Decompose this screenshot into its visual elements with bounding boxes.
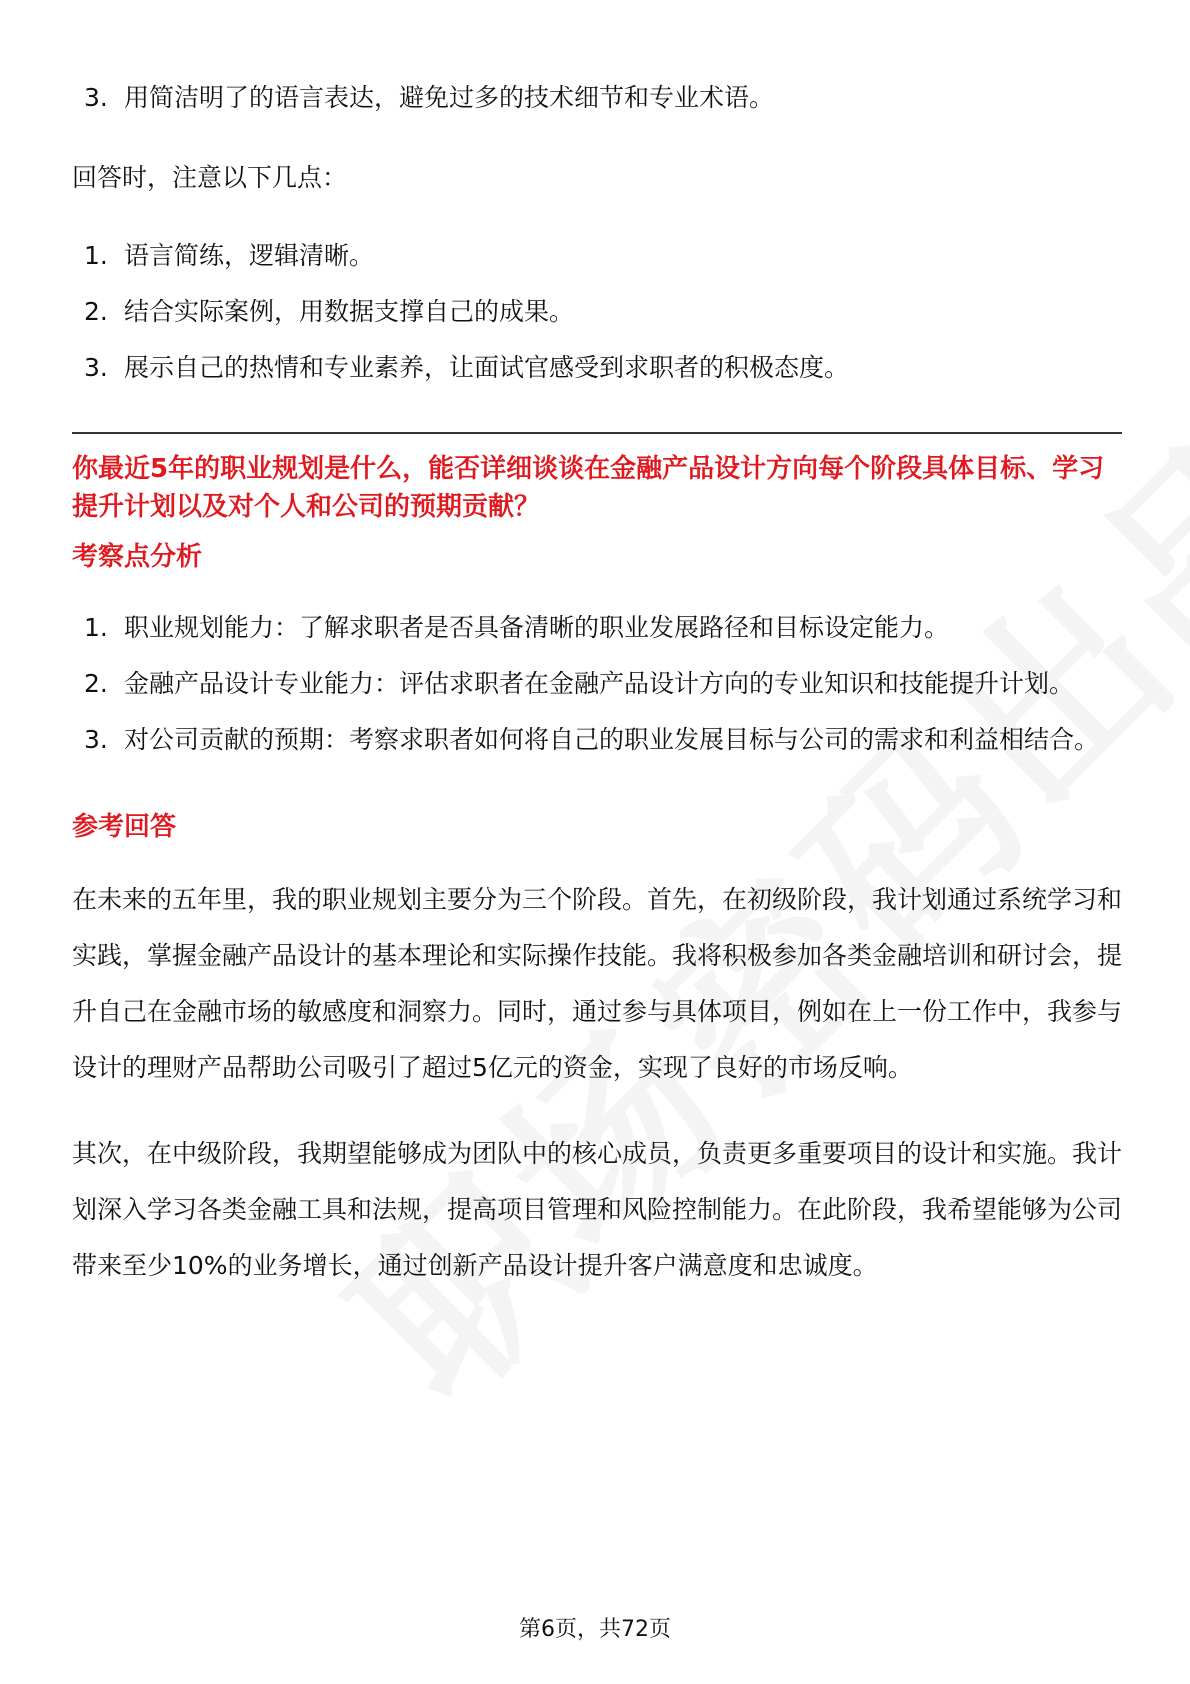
list-item: [72, 712, 1122, 768]
list-item: [72, 600, 1122, 656]
analysis-title: 考察点分析: [72, 542, 203, 572]
list-number: 3.: [84, 83, 108, 112]
list-item: [72, 70, 1122, 126]
list-item: [72, 228, 1122, 284]
list-number: 3.: [84, 353, 108, 382]
list-text: 对公司贡献的预期：考察求职者如何将自己的职业发展目标与公司的需求和利益相结合。: [124, 725, 1100, 754]
notes-intro: 回答时，注意以下几点：: [72, 163, 348, 192]
list-number: 3.: [84, 725, 108, 754]
list-number: 1.: [84, 613, 108, 642]
list-item: [72, 656, 1122, 712]
notes-list: [72, 228, 1122, 396]
list-number: 1.: [84, 241, 108, 270]
list-text: 语言简练，逻辑清晰。: [124, 241, 375, 270]
page-content: [72, 70, 1122, 1294]
list-text: 职业规划能力：了解求职者是否具备清晰的职业发展路径和目标设定能力。: [124, 613, 950, 642]
list-text: 结合实际案例，用数据支撑自己的成果。: [124, 297, 575, 326]
analysis-list: [72, 600, 1122, 768]
page-footer: 第6页，共72页: [519, 1617, 671, 1642]
answer-paragraph: 在未来的五年里，我的职业规划主要分为三个阶段。首先，在初级阶段，我计划通过系统学习和实践，掌握金融产品设计的基本理论和实际操作技能。我将积极参加各类金融培训和研讨会，提升自己在金融市场的敏感度和洞察力。同时，通过参与具体项目，例如在上一份工作中，我参与设计的理财产品帮助公司吸引了超过5亿元的资金，实现了良好的市场反响。: [72, 885, 1123, 1082]
top-list: [72, 70, 1122, 126]
question-heading: 你最近5年的职业规划是什么，能否详细谈谈在金融产品设计方向每个阶段具体目标、学习提升计划以及对个人和公司的预期贡献？: [72, 454, 1105, 522]
list-text: 金融产品设计专业能力：评估求职者在金融产品设计方向的专业知识和技能提升计划。: [124, 669, 1075, 698]
list-text: 展示自己的热情和专业素养，让面试官感受到求职者的积极态度。: [124, 353, 850, 382]
list-number: 2.: [84, 669, 108, 698]
list-text: 用简洁明了的语言表达，避免过多的技术细节和专业术语。: [124, 83, 775, 112]
list-number: 2.: [84, 297, 108, 326]
section-divider: [72, 432, 1122, 434]
list-item: [72, 284, 1122, 340]
answer-title: 参考回答: [72, 812, 177, 842]
answer-paragraph: 其次，在中级阶段，我期望能够成为团队中的核心成员，负责更多重要项目的设计和实施。我计划深入学习各类金融工具和法规，提高项目管理和风险控制能力。在此阶段，我希望能够为公司带来至少10%的业务增长，通过创新产品设计提升客户满意度和忠诚度。: [72, 1139, 1123, 1280]
list-item: [72, 340, 1122, 396]
